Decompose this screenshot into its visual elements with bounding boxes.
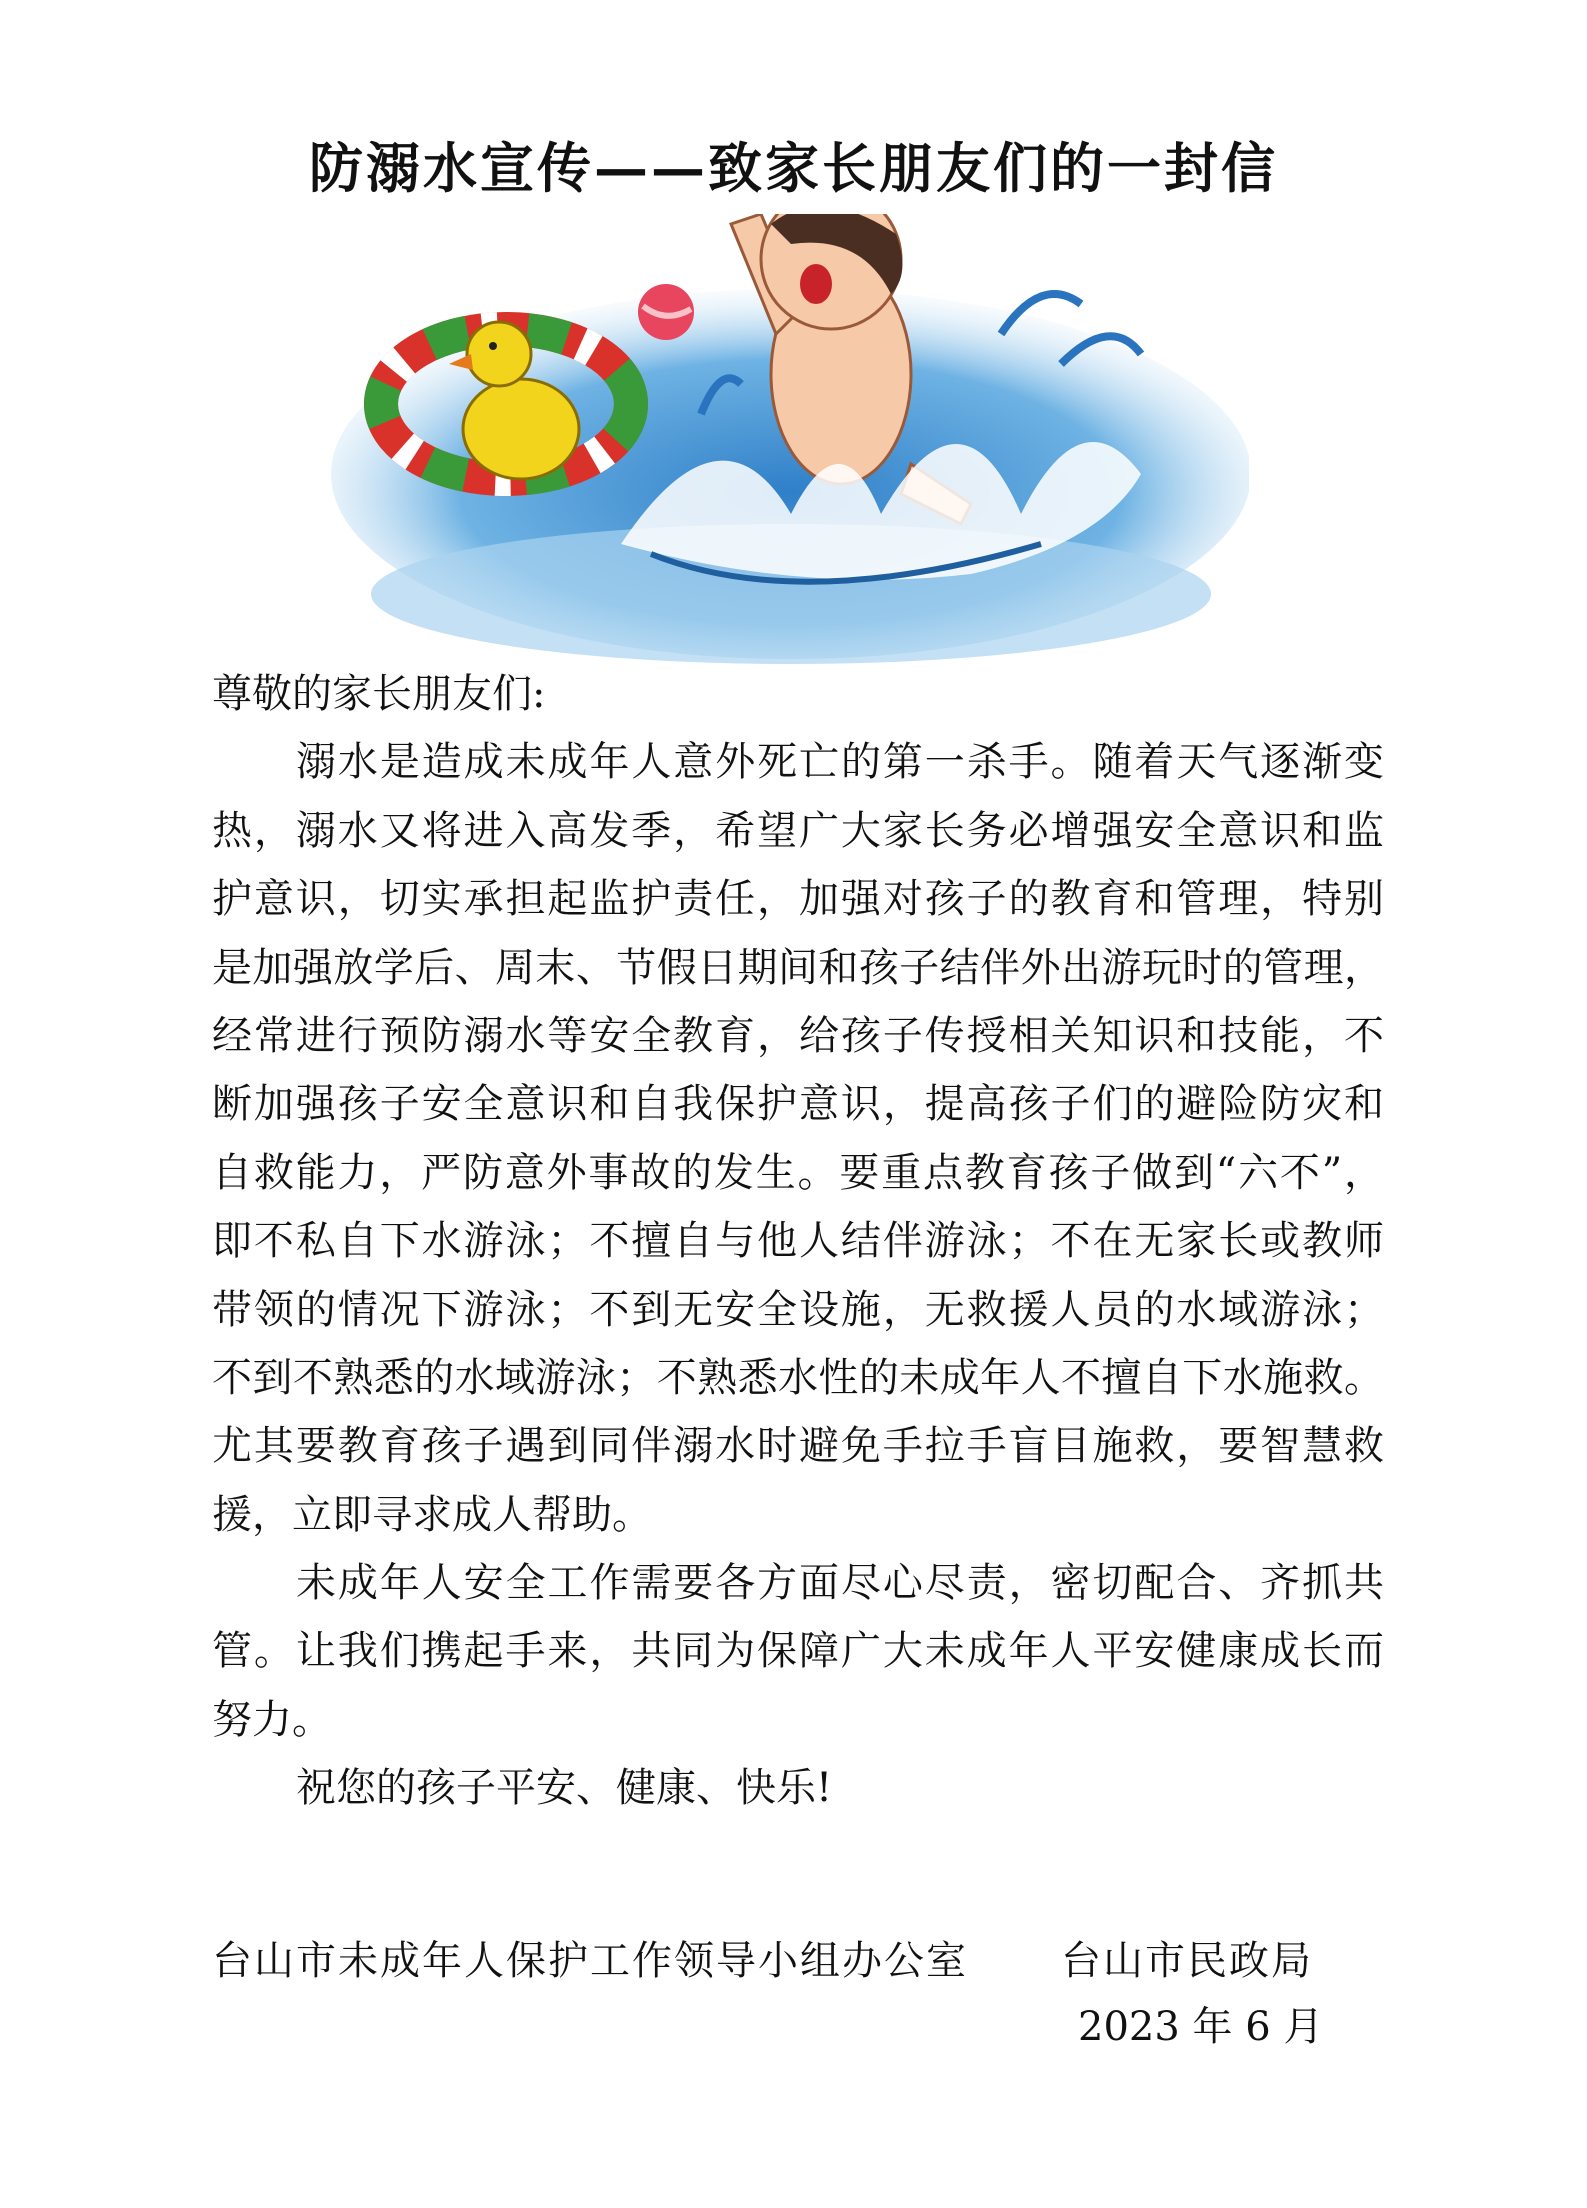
paragraph-line: 尤其要教育孩子遇到同伴溺水时避免手拉手盲目施救，要智慧救 <box>212 1423 1384 1470</box>
paragraph-line: 热，溺水又将进入高发季，希望广大家长务必增强安全意识和监 <box>212 807 1384 854</box>
paragraph-1 <box>212 728 1384 1549</box>
signature-org-2: 台山市民政局 <box>1061 1938 1313 1984</box>
paragraph-line: 自救能力，严防意外事故的发生。要重点教育孩子做到“六不”， <box>212 1149 1384 1196</box>
letter-body <box>212 660 1384 1823</box>
signature-date: 2023 年 6 月 <box>1078 2004 1324 2050</box>
closing-wish: 祝您的孩子平安、健康、快乐! <box>296 1765 833 1812</box>
paragraph-line: 经常进行预防溺水等安全教育，给孩子传授相关知识和技能，不 <box>212 1012 1384 1059</box>
paragraph-line: 带领的情况下游泳；不到无安全设施，无救援人员的水域游泳； <box>212 1286 1384 1333</box>
paragraph-line: 未成年人安全工作需要各方面尽心尽责，密切配合、齐抓共 <box>296 1560 1384 1607</box>
paragraph-line: 管。让我们携起手来，共同为保障广大未成年人平安健康成长而 <box>212 1628 1384 1675</box>
paragraph-line: 援，立即寻求成人帮助。 <box>212 1491 652 1538</box>
greeting: 尊敬的家长朋友们: <box>212 671 546 717</box>
paragraph-2 <box>212 1549 1384 1754</box>
drowning-child-illustration <box>321 214 1249 664</box>
paragraph-line: 努力。 <box>212 1696 332 1743</box>
paragraph-line: 溺水是造成未成年人意外死亡的第一杀手。随着天气逐渐变 <box>296 739 1384 786</box>
paragraph-line: 不到不熟悉的水域游泳；不熟悉水性的未成年人不擅自下水施救。 <box>212 1354 1384 1401</box>
ball-icon <box>638 284 694 340</box>
paragraph-line: 是加强放学后、周末、节假日期间和孩子结伴外出游玩时的管理， <box>212 944 1384 991</box>
paragraph-line: 即不私自下水游泳；不擅自与他人结伴游泳；不在无家长或教师 <box>212 1218 1384 1265</box>
document-title: 防溺水宣传——致家长朋友们的一封信 <box>309 136 1278 200</box>
paragraph-line: 断加强孩子安全意识和自我保护意识，提高孩子们的避险防灾和 <box>212 1081 1384 1128</box>
signature-org-1: 台山市未成年人保护工作领导小组办公室 <box>212 1938 968 1984</box>
paragraph-line: 护意识，切实承担起监护责任，加强对孩子的教育和管理，特别 <box>212 876 1384 923</box>
